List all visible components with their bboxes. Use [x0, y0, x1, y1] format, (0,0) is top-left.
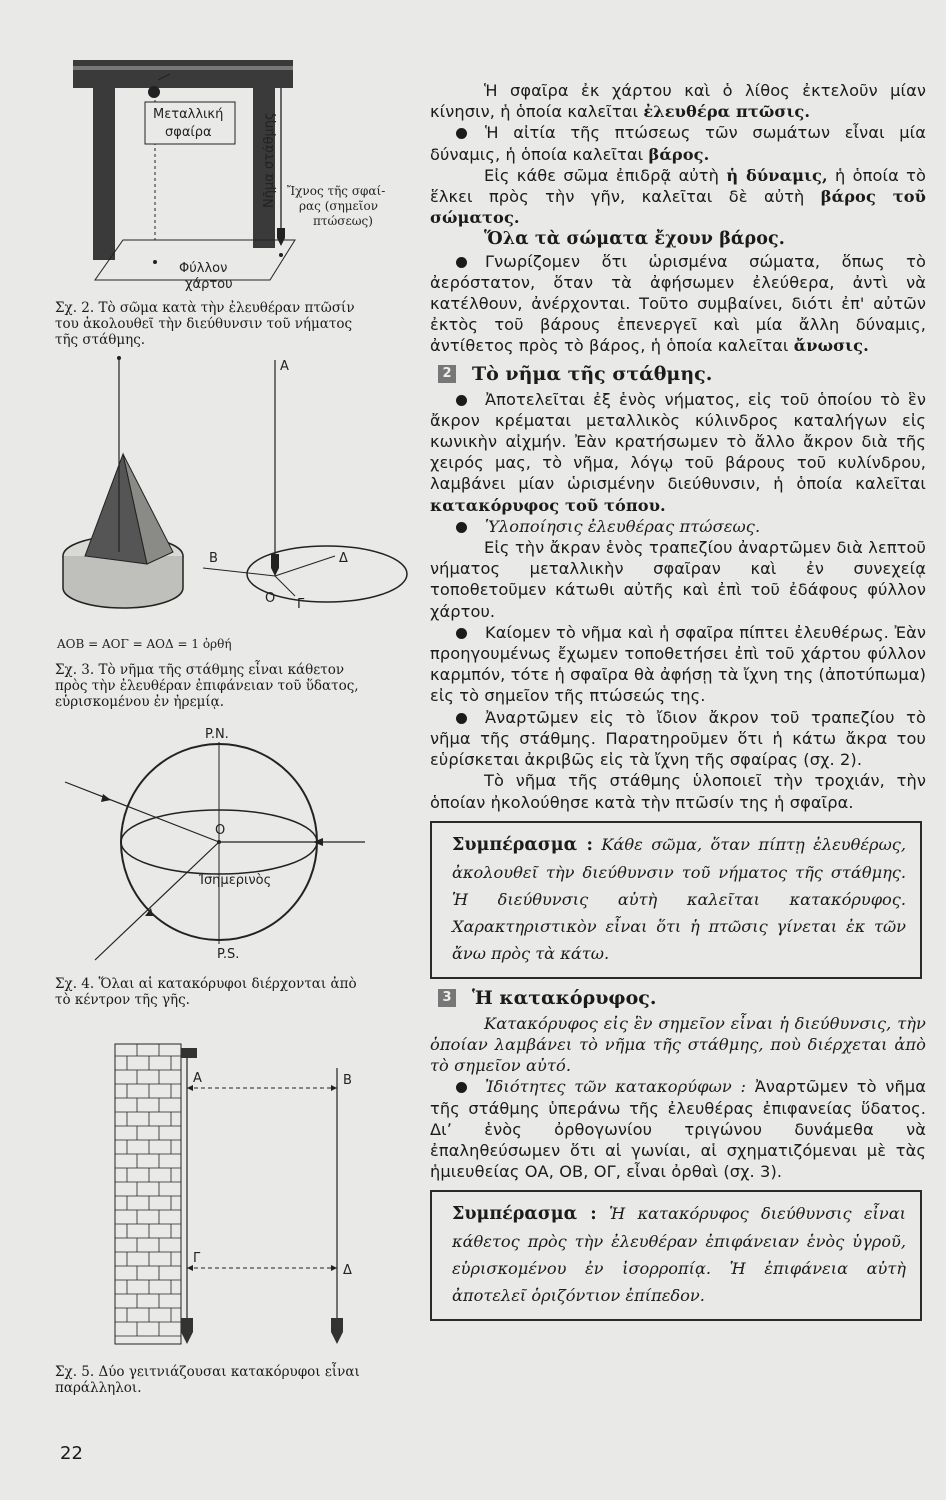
bullet-icon [456, 1082, 467, 1093]
fig5-caption-line-1: Σχ. 5. Δύο γειτνιάζουσαι κατακόρυφοι εἶναι [55, 1364, 360, 1380]
figure-5-drawing [55, 1042, 415, 1352]
fig4-caption-line-2: τὸ κέντρον τῆς γῆς. [55, 992, 190, 1008]
fig3-angle-text: ΑΟΒ = ΑΟΓ = ΑΟΔ = 1 ὀρθή [57, 637, 232, 651]
figure-2-caption [55, 300, 415, 348]
p8-text: Εἰς τὴν ἄκραν ἑνὸς τραπεζίου ἀναρτῶμεν διὰ λεπτοῦ νήματος μεταλλικὴν σφαῖραν καὶ ἐν συνεχείᾳ τοποθετοῦμεν κάτωθι αὐτῆς καὶ ἐπὶ τοῦ ἐδάφους φύλλον χάρτου. [430, 538, 926, 621]
fig4-label-PN: P.N. [205, 727, 229, 742]
p6-bold-term: κατακόρυφος τοῦ τόπου. [430, 495, 666, 515]
p6-text: Ἀποτελεῖται ἐξ ἑνὸς νήματος, εἰς τοῦ ὁποίου τὸ ἓν ἄκρον κρέμαται μεταλλικὸς κύλινδρος καταλήγων εἰς κωνικὴν αἰχμήν. Ἐὰν κρατήσωμεν τὸ ἄλλο ἄκρον διὰ τῆς χειρός μας, τὸ νῆμα, λόγῳ τοῦ βάρους τοῦ κυλίνδρου, λαμβάνει μίαν ὡρισμένην διεύθυνσιν, ἡ ὁποία καλεῖται [430, 389, 926, 494]
fig3-label-D: Δ [339, 551, 348, 566]
paragraph-plumb-line [430, 389, 926, 516]
p1-bold-term: ἐλευθέρα πτῶσις. [643, 102, 811, 122]
figure-2 [55, 40, 415, 295]
fig5-caption-line-2: παράλληλοι. [55, 1380, 142, 1396]
fig2-sphere-label-2: σφαίρα [165, 125, 212, 140]
fig4-label-PS: P.S. [217, 947, 240, 962]
paragraph-free-fall [430, 80, 926, 122]
fig2-trace-label-1: Ἴχνος τῆς σφαί- [287, 184, 386, 198]
conclusion-label: Συμπέρασμα : [452, 1204, 597, 1225]
bullet-icon [456, 628, 467, 639]
conclusion-box-2 [430, 1190, 922, 1321]
fig4-label-equator: Ἰσημερινὸς [199, 873, 272, 888]
figure-3-drawing [55, 356, 415, 656]
figure-4 [55, 722, 415, 972]
fig2-caption-line-1: Σχ. 2. Τὸ σῶμα κατὰ τὴν ἐλευθέραν πτῶσίν [55, 300, 355, 316]
bullet-icon [456, 713, 467, 724]
figure-5-caption [55, 1364, 415, 1396]
paragraph-body-weight [430, 165, 926, 229]
p13-text: Ἀναρτῶμεν τὸ νῆμα τῆς στάθμης ὑπεράνω τῆς ἐλευθέρας ἐπιφανείας ὕδατος. Διʼ ἑνὸς ὀρθογωνίου τριγώνου δυνάμεθα νὰ ἐπαληθεύσωμεν ὅτι αἱ γωνίαι, αἱ σχηματιζόμεναι μὲ τὰς ἡμιευθείας ΟΑ, ΟΒ, ΟΓ, εἶναι ὀρθαὶ (σχ. 3). [430, 1077, 926, 1182]
p5-text: Γνωρίζομεν ὅτι ὡρισμένα σώματα, ὅπως τὸ ἀερόστατον, ὅταν τὰ ἀφήσωμεν ἐλεύθερα, ἀντὶ νὰ κατέλθουν, ἀνέρχονται. Τοῦτο συμβαίνει, διότι ἐπ' αὐτῶν ἐκτὸς τοῦ βάρους ἐπενεργεῖ καὶ μία ἄλλη δύναμις, ἀντίθετος πρὸς τὸ βάρος, ἡ ὁποία καλεῖται [430, 251, 926, 356]
p11-text: Τὸ νῆμα τῆς στάθμης ὑλοποιεῖ τὴν τροχιάν, τὴν ὁποίαν ἠκολούθησε κατὰ τὴν πτῶσίν της ἡ σφαῖρα. [430, 771, 926, 812]
p2-bold-term: βάρος. [648, 144, 710, 164]
section-heading-vertical [438, 987, 926, 1009]
p7-italic-title: Ὑλοποίησις ἐλευθέρας πτώσεως. [485, 516, 761, 536]
section-heading-plumb-line [438, 363, 926, 385]
paragraph-vertical-properties [430, 1076, 926, 1182]
fig5-label-B: Β [343, 1073, 352, 1088]
p4-bold-statement: Ὅλα τὰ σώματα ἔχουν βάρος. [484, 229, 785, 250]
text-column [430, 80, 926, 1329]
bullet-icon [456, 257, 467, 268]
section-number-badge: 2 [438, 365, 456, 383]
fig3-label-G: Γ [297, 597, 305, 612]
fig4-label-O: O [215, 823, 226, 838]
fig3-caption-line-2: πρὸς τὴν ἐλευθέραν ἐπιφάνειαν τοῦ ὕδατος, [55, 678, 359, 694]
paragraph-weight [430, 122, 926, 164]
figure-2-drawing [55, 40, 415, 295]
fig2-caption-line-2: του ἀκολουθεῖ τὴν διεύθυνσιν τοῦ νήματος [55, 316, 353, 332]
figure-4-drawing [55, 722, 415, 972]
fig2-sphere-label-1: Μεταλλική [153, 107, 224, 122]
section-number-badge: 3 [438, 989, 456, 1007]
p12-italic-definition: Κατακόρυφος εἰς ἓν σημεῖον εἶναι ἡ διεύθυνσις, τὴν ὁποίαν λαμβάνει τὸ νῆμα τῆς στάθμης, ποὺ διέρχεται ἀπὸ τὸ σημεῖον αὐτό. [430, 1013, 926, 1076]
paragraph-experiment-burn [430, 622, 926, 707]
conclusion-text: Ἡ κατακόρυφος διεύθυνσις εἶναι κάθετος πρὸς τὴν ἐλευθέραν ἐπιφάνειαν ἑνὸς ὑγροῦ, εὑρισκομένου ἐν ἰσορροπίᾳ. Ἡ ἐπιφάνεια αὐτὴ ἀποτελεῖ ὁριζόντιον ἐπίπεδον. [452, 1204, 906, 1306]
conclusion-box-1 [430, 821, 922, 979]
p3-text-a: Εἰς κάθε σῶμα ἐπιδρᾷ αὐτὴ [484, 165, 720, 185]
paragraph-experiment-title [430, 516, 926, 537]
paragraph-trajectory [430, 770, 926, 812]
fig3-caption-line-3: εὑρισκομένου ἐν ἠρεμίᾳ. [55, 694, 225, 710]
p3-bold-1: ἡ δύναμις, [726, 165, 828, 185]
figure-3 [55, 356, 415, 656]
fig2-paper-label-2: χάρτου [185, 277, 233, 292]
fig5-label-D: Δ [343, 1263, 352, 1278]
fig4-caption-line-1: Σχ. 4. Ὅλαι αἱ κατακόρυφοι διέρχονται ἀπὸ [55, 976, 357, 992]
p1-text: Ἡ σφαῖρα ἐκ χάρτου καὶ ὁ λίθος ἐκτελοῦν μίαν κίνησιν, ἡ ὁποία καλεῖται [430, 81, 926, 122]
paragraph-experiment-plumb [430, 707, 926, 771]
section-title: Ἡ κατακόρυφος. [472, 986, 657, 1009]
p9-text: Καίομεν τὸ νῆμα καὶ ἡ σφαῖρα πίπτει ἐλευθέρως. Ἐὰν προηγουμένως ἔχωμεν τοποθετήσει ἐπὶ τοῦ χάρτου φύλλον καρμπόν, τότε ἡ σφαῖρα θὰ ἀφήσῃ τὰ ἴχνη της (ἀποτύπωμα) εἰς τὸ σημεῖον τῆς πτώσεώς της. [430, 622, 926, 706]
p10-text: Ἀναρτῶμεν εἰς τὸ ἴδιον ἄκρον τοῦ τραπεζίου τὸ νῆμα τῆς στάθμης. Παρατηροῦμεν ὅτι ἡ κάτω ἄκρα του εὑρίσκεται ἀκριβῶς εἰς τὰ ἴχνη τῆς σφαίρας (σχ. 2). [430, 707, 926, 770]
p5-bold-term: ἄνωσις. [793, 336, 869, 356]
bullet-icon [456, 128, 467, 139]
fig2-string-label: Νῆμα στάθμης [262, 112, 277, 208]
fig2-caption-line-3: τῆς στάθμης. [55, 332, 146, 348]
bullet-icon [456, 395, 467, 406]
paragraph-buoyancy [430, 251, 926, 357]
section-title: Τὸ νῆμα τῆς στάθμης. [472, 362, 713, 385]
fig2-trace-label-3: πτώσεως) [313, 214, 373, 228]
fig3-label-A: Α [280, 359, 289, 374]
fig2-trace-label-2: ρας (σημεῖον [299, 199, 378, 213]
fig3-label-B: Β [209, 551, 218, 566]
p3-text-b: ἡ ὁποία τὸ ἕλκει πρὸς τὴν γῆν, καλεῖται δὲ αὐτὴ [430, 165, 927, 207]
fig5-label-A: Α [193, 1071, 202, 1086]
fig2-paper-label-1: Φύλλον [179, 261, 228, 276]
fig3-label-O: Ο [265, 591, 276, 606]
paragraph-all-bodies [430, 228, 926, 250]
page-number: 22 [60, 1443, 83, 1464]
conclusion-label: Συμπέρασμα : [452, 834, 593, 855]
paragraph-vertical-definition [430, 1013, 926, 1077]
paragraph-experiment-setup [430, 537, 926, 622]
figure-5 [55, 1042, 415, 1352]
p13-italic-title: Ἰδιότητες τῶν κατακορύφων : [485, 1077, 747, 1097]
figure-3-caption [55, 662, 415, 710]
fig5-label-G: Γ [193, 1251, 201, 1266]
conclusion-text: Κάθε σῶμα, ὅταν πίπτῃ ἐλευθέρως, ἀκολουθεῖ τὴν διεύθυνσιν τοῦ νήματος τῆς στάθμης. Ἡ διεύθυνσις αὐτὴ καλεῖται κατακόρυφος. Χαρακτηριστικὸν εἶναι ὅτι ἡ πτῶσις γίνεται ἐκ τῶν ἄνω πρὸς τὰ κάτω. [452, 834, 906, 963]
p3-bold-2: βάρος τοῦ σώματος. [430, 187, 926, 228]
bullet-icon [456, 522, 467, 533]
figures-column [55, 40, 415, 1460]
p2-text: Ἡ αἰτία τῆς πτώσεως τῶν σωμάτων εἶναι μία δύναμις, ἡ ὁποία καλεῖται [430, 123, 926, 164]
fig3-caption-line-1: Σχ. 3. Τὸ νῆμα τῆς στάθμης εἶναι κάθετον [55, 662, 345, 678]
figure-4-caption [55, 976, 415, 1008]
